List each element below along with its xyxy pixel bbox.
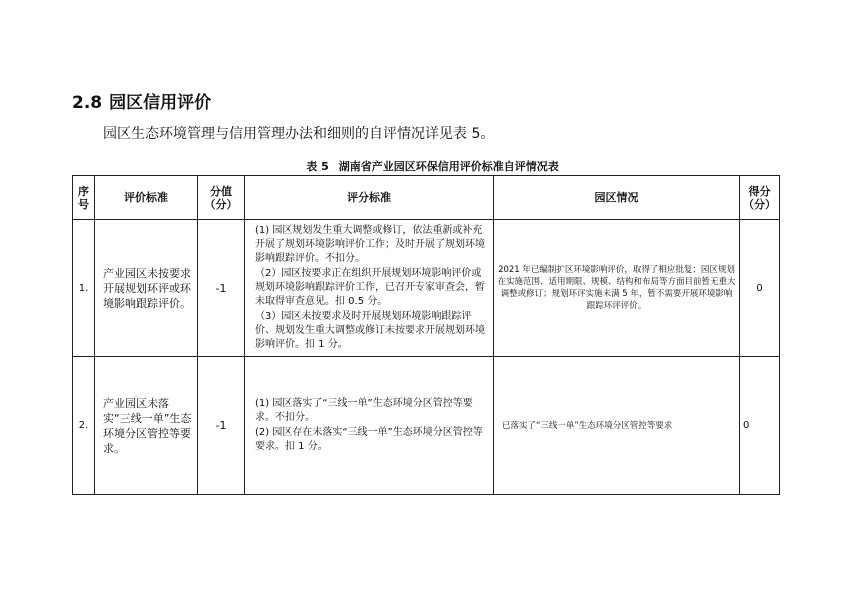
- header-no: 序号: [73, 176, 95, 220]
- row-item: 产业园区未按要求开展规划环评或环境影响跟踪评价。: [95, 220, 198, 357]
- row-got-score: 0: [740, 357, 780, 495]
- table-row: [73, 357, 780, 495]
- row-number: 2.: [73, 357, 95, 495]
- row-score: -1: [198, 220, 245, 357]
- row-got-score: 0: [740, 220, 780, 357]
- row-score: -1: [198, 357, 245, 495]
- header-got: 得分（分）: [740, 176, 780, 220]
- self-assessment-table: [72, 175, 780, 495]
- criteria-line: （2）园区按要求正在组织开展规划环境影响评价或规划环境影响跟踪评价工作，已召开专家审查会，暂未取得审查意见。扣 0.5 分。: [255, 268, 485, 307]
- intro-paragraph: 园区生态环境管理与信用管理办法和细则的自评情况详见表 5。: [103, 126, 495, 142]
- row-item: 产业园区未落实“三线一单”生态环境分区管控等要求。: [95, 357, 198, 495]
- row-criteria: [245, 220, 494, 357]
- table-caption-number: 表 5: [306, 160, 329, 173]
- header-score: 分值（分）: [198, 176, 245, 220]
- header-item: 评价标准: [95, 176, 198, 220]
- table-row: [73, 220, 780, 357]
- table-header-row: [73, 176, 780, 220]
- row-situation: 已落实了“三线一单”生态环境分区管控等要求: [494, 357, 740, 495]
- row-number: 1.: [73, 220, 95, 357]
- table-caption-title: 湖南省产业园区环保信用评价标准自评情况表: [338, 160, 559, 173]
- criteria-line: (1) 园区规划发生重大调整或修订，依法重新或补充开展了规划环境影响评价工作；及时开展了规划环境影响跟踪评价。不扣分。: [255, 225, 485, 264]
- header-criteria: 评分标准: [245, 176, 494, 220]
- row-situation: 2021 年已编制扩区环境影响评价，取得了相应批复；园区规划在实施范围、适用期限、规模、结构和布局等方面目前暂无重大调整或修订；规划环评实施未满 5 年，暂不需要开展环境影响跟踪环评评价。: [494, 220, 740, 357]
- section-number: 2.8: [72, 93, 103, 113]
- row-criteria: [245, 357, 494, 495]
- table-caption: [0, 158, 865, 174]
- section-heading: [72, 88, 211, 113]
- header-situation: 园区情况: [494, 176, 740, 220]
- criteria-line: (2) 园区存在未落实“三线一单”生态环境分区管控等要求。扣 1 分。: [255, 427, 483, 452]
- criteria-line: (1) 园区落实了“三线一单”生态环境分区管控等要求。不扣分。: [255, 398, 473, 423]
- section-title: 园区信用评价: [109, 93, 212, 113]
- criteria-line: （3）园区未按要求及时开展规划环境影响跟踪评价、规划发生重大调整或修订未按要求开展规划环境影响评价。扣 1 分。: [255, 311, 485, 350]
